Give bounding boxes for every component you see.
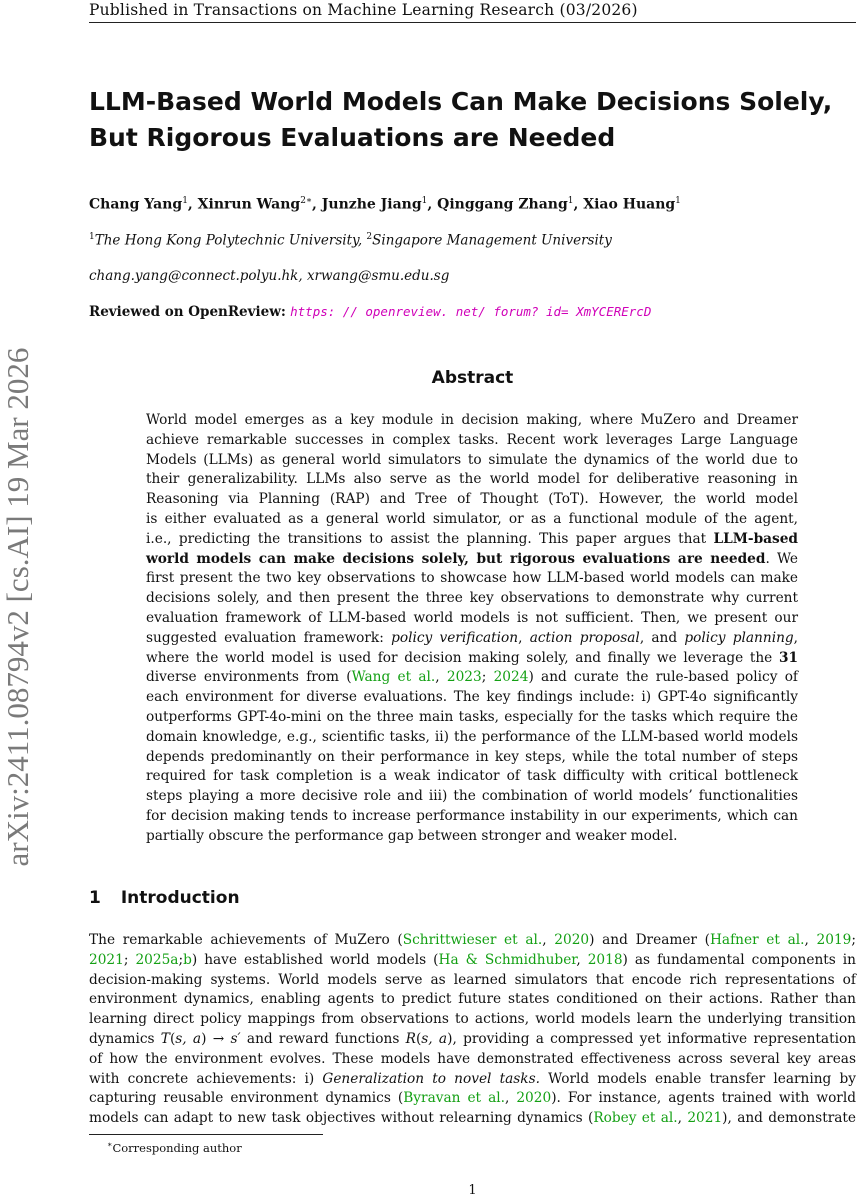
- text-segment: ) have established world models (: [191, 951, 439, 968]
- text-line: [146, 410, 798, 430]
- citation-link[interactable]: 2023: [446, 669, 482, 686]
- text-segment: action proposal: [529, 629, 640, 646]
- author-list: [89, 196, 681, 213]
- text-segment: models can adapt to new task objectives without relearning dynamics (: [89, 1110, 594, 1127]
- text-line: [146, 826, 798, 846]
- text-segment: ), and demonstrate: [722, 1110, 856, 1127]
- text-segment: ,: [542, 932, 555, 948]
- text-segment: their generalizability. LLMs also serve as the world model for deliberative reasoning in: [146, 471, 798, 488]
- text-line: [89, 1049, 856, 1069]
- citation-link[interactable]: Robey et al.: [593, 1110, 678, 1127]
- citation-link[interactable]: Wang et al.: [351, 669, 436, 686]
- citation-link[interactable]: 2025a: [135, 951, 179, 968]
- citation-link[interactable]: b: [183, 951, 192, 968]
- text-line: [146, 727, 798, 747]
- text-segment: ,: [435, 669, 447, 686]
- text-segment: partially obscure the performance gap between stronger and weaker model.: [146, 827, 678, 844]
- text-segment: ). For instance, agents trained with world: [551, 1090, 856, 1107]
- citation-link[interactable]: 2024: [493, 669, 529, 686]
- text-segment: Generalization to novel tasks.: [322, 1070, 540, 1087]
- text-line: [146, 687, 798, 707]
- text-segment: i.e., predicting the transitions to assist the planning. This paper argues that: [146, 530, 714, 547]
- author-separator: ,: [427, 196, 438, 213]
- review-line: [89, 304, 651, 320]
- text-line: [89, 1069, 856, 1089]
- arxiv-side-stamp: arXiv:2411.08794v2 [cs.AI] 19 Mar 2026: [0, 347, 35, 867]
- author-name: Xinrun Wang: [197, 196, 301, 213]
- author-name: Junzhe Jiang: [321, 196, 422, 213]
- text-segment: with concrete achievements: i): [89, 1070, 323, 1087]
- author-affiliation-mark: 1: [567, 196, 574, 206]
- text-segment: ;: [123, 951, 136, 968]
- text-line: [146, 529, 798, 549]
- footnote-rule: [89, 1134, 323, 1135]
- text-segment: policy verification: [391, 629, 519, 646]
- text-segment: The remarkable achievements of MuZero (: [89, 932, 403, 948]
- text-segment: policy planning: [684, 629, 794, 646]
- text-line: [146, 766, 798, 786]
- text-segment: outperforms GPT-4o-mini on the three main tasks, especially for the tasks which require the: [146, 709, 798, 725]
- text-line: [146, 707, 798, 727]
- text-segment: decision-making systems. World models serve as learned simulators that encode rich representations of: [89, 971, 856, 988]
- openreview-link[interactable]: https: // openreview. net/ forum? id= XmYCERErcD: [290, 304, 652, 319]
- text-line: [146, 608, 798, 628]
- text-line: [89, 1009, 856, 1029]
- text-line: [89, 989, 856, 1009]
- citation-link[interactable]: Schrittwieser et al.: [402, 932, 543, 948]
- text-segment: ) →: [201, 1031, 231, 1047]
- text-segment: where the world model is used for decision making solely, and finally we leverage the: [146, 649, 779, 666]
- abstract-heading: Abstract: [431, 368, 514, 388]
- text-segment: Models (LLMs) as general world simulators to simulate the dynamics of the world due to: [146, 451, 798, 468]
- citation-link[interactable]: 2021: [687, 1110, 723, 1127]
- text-segment: of how the environment evolves. These models have demonstrated effectiveness across several key areas: [89, 1050, 856, 1067]
- text-line: [146, 667, 798, 687]
- text-segment: for decision making tends to increase performance instability in our experiments, which can: [146, 808, 798, 824]
- text-line: [89, 930, 856, 950]
- text-segment: capturing reusable environment dynamics (: [89, 1090, 404, 1107]
- text-line: [146, 469, 798, 489]
- text-segment: World models enable transfer learning by: [539, 1070, 856, 1087]
- text-line: [146, 648, 798, 668]
- text-segment: ,: [793, 629, 799, 646]
- text-segment: dynamics: [89, 1031, 161, 1047]
- affiliation-mark: 1: [89, 232, 95, 242]
- footnote: [107, 1140, 242, 1155]
- affiliation-mark: 2: [366, 232, 373, 242]
- text-line: [89, 950, 856, 970]
- citation-link[interactable]: Byravan et al.: [403, 1090, 505, 1107]
- text-segment: ), providing a compressed yet informative representation: [447, 1031, 857, 1047]
- author-affiliation-mark: 1: [182, 196, 188, 206]
- author-affiliation-mark: 2∗: [300, 196, 313, 206]
- text-segment: ) and curate the rule-based policy of: [528, 669, 798, 686]
- text-segment: each environment for diverse evaluations. The key findings include: i) GPT-4o significantly: [146, 689, 798, 706]
- text-segment: ) and Dreamer (: [589, 932, 710, 948]
- text-segment: Reasoning via Planning (RAP) and Tree of Thought (ToT). However, the world model: [146, 491, 798, 508]
- citation-link[interactable]: 2019: [816, 932, 852, 948]
- paper-title-line-2: But Rigorous Evaluations are Needed: [89, 123, 616, 152]
- text-line: [146, 549, 798, 569]
- text-line: [146, 806, 798, 826]
- text-segment: s, a: [421, 1031, 448, 1047]
- text-segment: first present the two key observations to showcase how LLM-based world models can make: [146, 570, 798, 587]
- footnote-mark: ∗: [107, 1140, 113, 1149]
- text-line: [89, 1088, 856, 1108]
- text-segment: depends predominantly on their performance in key steps, while the total number of steps: [146, 748, 798, 765]
- text-segment: ;: [851, 932, 856, 948]
- text-line: [89, 1029, 856, 1049]
- text-segment: is either evaluated as a general world simulator, or as a functional module of the agent,: [146, 511, 798, 527]
- text-segment: ) as fundamental components in: [622, 951, 856, 968]
- affiliation-name: The Hong Kong Polytechnic University,: [94, 232, 363, 249]
- text-segment: ,: [677, 1110, 688, 1127]
- text-segment: R: [405, 1031, 416, 1047]
- text-segment: ,: [504, 1090, 517, 1107]
- text-segment: (: [415, 1031, 422, 1047]
- affiliations: [89, 232, 612, 249]
- citation-link[interactable]: Ha & Schmidhuber: [438, 951, 577, 968]
- text-line: [146, 786, 798, 806]
- text-segment: World model emerges as a key module in decision making, where MuZero and Dreamer: [146, 412, 798, 428]
- author-separator: ,: [187, 196, 198, 213]
- citation-link[interactable]: 2020: [554, 932, 590, 948]
- text-segment: suggested evaluation framework:: [146, 629, 392, 646]
- text-segment: ;: [178, 951, 184, 968]
- citation-link[interactable]: 2020: [516, 1090, 552, 1107]
- text-segment: 31: [778, 649, 798, 666]
- author-name: Chang Yang: [89, 196, 183, 213]
- text-line: [89, 1108, 856, 1128]
- text-segment: ,: [576, 951, 588, 968]
- text-segment: s′: [230, 1031, 241, 1047]
- affiliation-name: Singapore Management University: [372, 232, 612, 249]
- text-segment: . We: [765, 550, 798, 567]
- text-segment: (: [169, 1031, 176, 1047]
- text-segment: environment dynamics, enabling agents to predict future states conditioned on their actions. Rather than: [89, 991, 856, 1008]
- text-segment: and reward functions: [240, 1031, 406, 1047]
- paper-title-line-1: LLM-Based World Models Can Make Decisions Solely,: [89, 87, 833, 116]
- text-segment: world models can make decisions solely, but rigorous evaluations are needed: [146, 550, 766, 567]
- author-separator: ,: [573, 196, 584, 213]
- text-line: [146, 588, 798, 608]
- text-segment: achieve remarkable successes in complex tasks. Recent work leverages Large Language: [146, 431, 798, 448]
- text-line: [146, 430, 798, 450]
- text-segment: s, a: [175, 1031, 202, 1047]
- header-rule: [89, 22, 856, 23]
- section-title: Introduction: [120, 888, 240, 908]
- citation-link[interactable]: 2018: [587, 951, 623, 968]
- text-segment: T: [160, 1031, 170, 1047]
- text-line: [146, 489, 798, 509]
- author-name: Xiao Huang: [583, 196, 676, 213]
- text-line: [146, 747, 798, 767]
- text-segment: learning direct policy mappings from observations to actions, world models learn the underlying transition: [89, 1011, 856, 1028]
- text-line: [146, 628, 798, 648]
- section-heading-introduction: [89, 888, 240, 908]
- text-segment: required for task completion is a weak indicator of task difficulty with critical bottleneck: [146, 768, 798, 785]
- author-name: Qinggang Zhang: [437, 196, 568, 213]
- text-segment: ;: [481, 669, 494, 686]
- text-segment: LLM-based: [713, 530, 798, 547]
- text-segment: domain knowledge, e.g., scientific tasks, ii) the performance of the LLM-based world models: [146, 728, 798, 745]
- section-number: 1: [89, 888, 101, 908]
- text-line: [146, 450, 798, 470]
- journal-header: Published in Transactions on Machine Learning Research (03/2026): [89, 1, 638, 19]
- citation-link[interactable]: 2021: [89, 951, 124, 968]
- text-line: [146, 509, 798, 529]
- paper-title: [89, 84, 849, 156]
- citation-link[interactable]: Hafner et al.: [710, 932, 805, 948]
- author-emails: chang.yang@connect.polyu.hk, xrwang@smu.edu.sg: [89, 268, 450, 284]
- text-segment: , and: [639, 629, 685, 646]
- text-line: [146, 568, 798, 588]
- text-segment: ,: [804, 932, 817, 948]
- text-line: [89, 970, 856, 990]
- text-segment: steps playing a more decisive role and iii) the combination of world models’ functionalities: [146, 788, 798, 805]
- text-segment: decisions solely, and then present the three key observations to demonstrate why current: [146, 590, 798, 607]
- review-label: Reviewed on OpenReview:: [89, 304, 286, 320]
- text-segment: evaluation framework of LLM-based world models is not sufficient. Then, we present our: [146, 610, 798, 626]
- author-affiliation-mark: 1: [675, 196, 681, 206]
- text-segment: diverse environments from (: [146, 669, 352, 686]
- author-affiliation-mark: 1: [421, 196, 428, 206]
- author-separator: ,: [312, 196, 322, 213]
- page-number: 1: [468, 1183, 477, 1198]
- footnote-text: Corresponding author: [112, 1140, 242, 1155]
- text-segment: ,: [518, 629, 530, 646]
